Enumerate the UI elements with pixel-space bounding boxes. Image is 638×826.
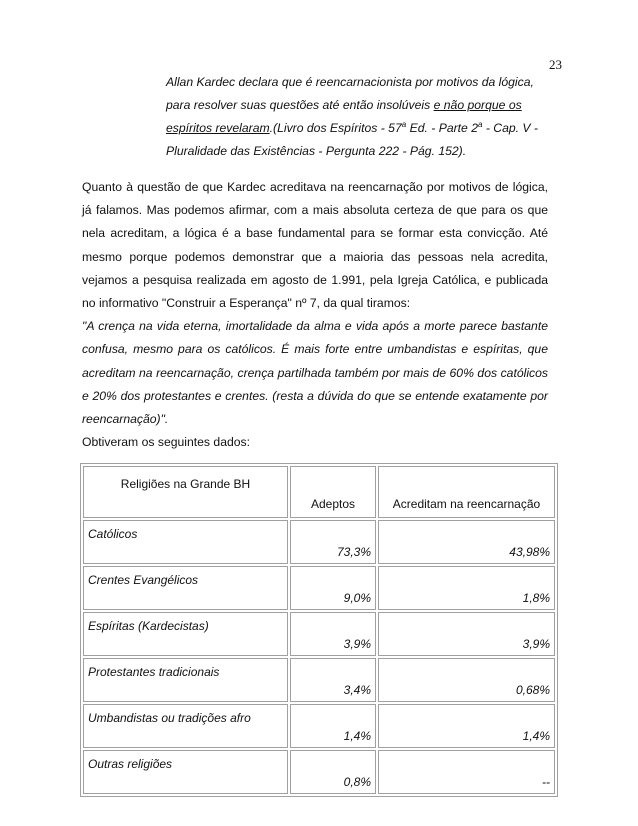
row-religion-name: Espíritas (Kardecistas) (83, 612, 288, 656)
row-religion-name: Protestantes tradicionais (83, 658, 288, 702)
row-adherents: 9,0% (290, 566, 376, 610)
quote-source-part-1: .(Livro dos Espíritos - 57 (269, 121, 402, 135)
ordinal-indicator-1: a (401, 119, 407, 129)
row-believe: 1,8% (378, 566, 555, 610)
kardec-quote (166, 71, 549, 163)
row-adherents: 1,4% (290, 704, 376, 748)
row-religion-name: Crentes Evangélicos (83, 566, 288, 610)
row-adherents: 3,9% (290, 612, 376, 656)
header-believe-reincarnation: Acreditam na reencarnação (378, 466, 555, 518)
quote-underlined-text-2: espíritos revelaram (166, 121, 270, 135)
quote-line-2: para resolver suas questões até então insolúveis (166, 98, 434, 112)
row-believe: 1,4% (378, 704, 555, 748)
table-row (83, 658, 555, 702)
header-religion: Religiões na Grande BH (83, 466, 288, 518)
row-adherents: 0,8% (290, 750, 376, 794)
page-number: 23 (549, 57, 562, 72)
row-believe: 3,9% (378, 612, 555, 656)
ordinal-indicator-2: a (478, 119, 483, 129)
quote-source-part-2: Ed. - Parte 2 (406, 121, 478, 135)
row-religion-name: Umbandistas ou tradições afro (83, 704, 288, 748)
row-adherents: 3,4% (290, 658, 376, 702)
paragraph-1: Quanto à questão de que Kardec acreditava na reencarnação por motivos de lógica, já falamos. Mas podemos afirmar, com a mais absoluta certeza de que para os que nela acreditam, a lógica é a base fundamental para se formar esta convicção. Até mesmo porque podemos demonstrar que a maioria das pessoas nela acredita, vejamos a pesquisa realizada em agosto de 1.991, pela Igreja Católica, e publicada no informativo "Construir a Esperança" nº 7, da qual tiramos: (82, 180, 548, 311)
header-adherents: Adeptos (290, 466, 376, 518)
row-believe: 43,98% (378, 520, 555, 564)
closing-line: Obtiveram os seguintes dados: (82, 435, 251, 450)
row-believe: 0,68% (378, 658, 555, 702)
table-row (83, 520, 555, 564)
quote-source-part-3: - Cap. V - (482, 121, 538, 135)
row-adherents: 73,3% (290, 520, 376, 564)
body-text (82, 176, 548, 454)
table-row (83, 750, 555, 794)
row-religion-name: Católicos (83, 520, 288, 564)
religion-data-table (80, 463, 558, 797)
table-row (83, 566, 555, 610)
table-header-row (83, 466, 555, 518)
quote-line-1: Allan Kardec declara que é reencarnacionista por motivos da lógica, (166, 75, 534, 89)
table-row (83, 704, 555, 748)
citation-paragraph: "A crença na vida eterna, imortalidade da alma e vida após a morte parece bastante confusa, mesmo para os católicos. É mais forte entre umbandistas e espíritas, que acreditam na reencarnação, crença partilhada também por mais de 60% dos católicos e 20% dos protestantes e crentes. (resta a dúvida do que se entende exatamente por reencarnação)". (82, 319, 548, 427)
quote-line-4: Pluralidade das Existências - Pergunta 222 - Pág. 152). (166, 144, 467, 158)
row-religion-name: Outras religiões (83, 750, 288, 794)
row-believe: -- (378, 750, 555, 794)
table-row (83, 612, 555, 656)
quote-underlined-text-1: e não porque os (433, 98, 522, 112)
